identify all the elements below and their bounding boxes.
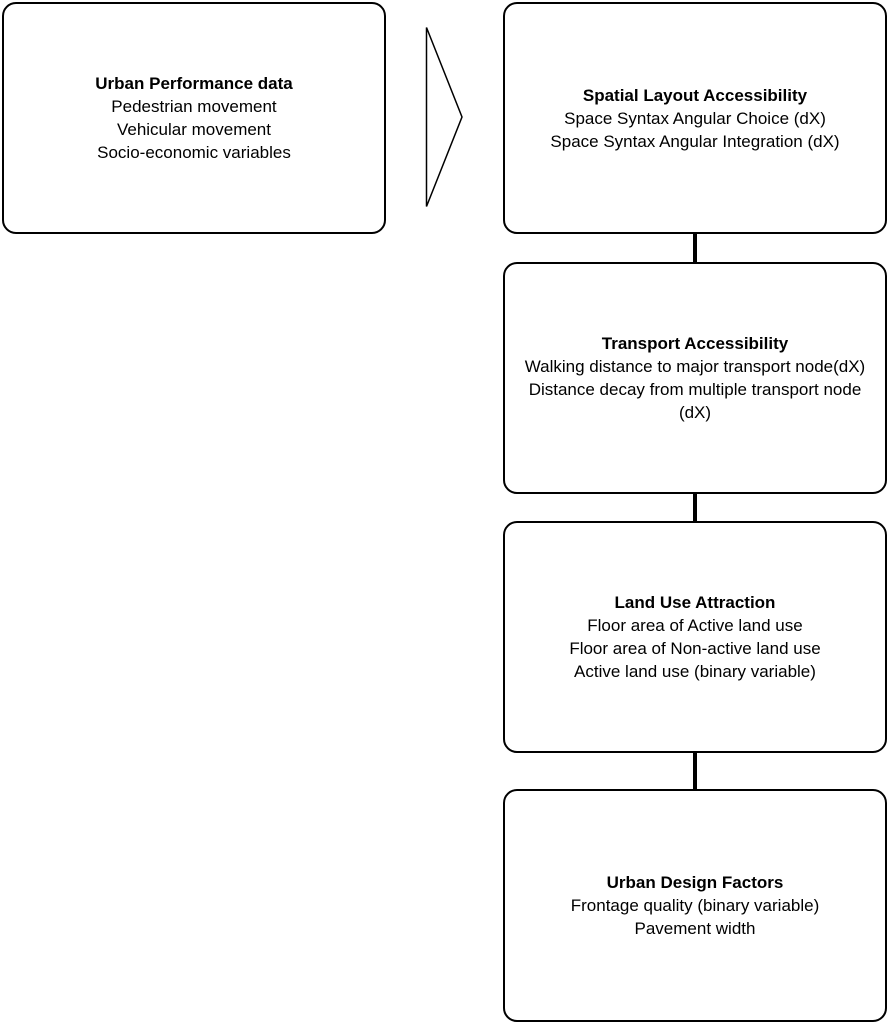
land-use-box	[503, 521, 887, 753]
spatial-layout-title: Spatial Layout Accessibility	[582, 85, 808, 105]
land-use-title: Land Use Attraction	[614, 593, 776, 612]
urban-design-box	[503, 789, 887, 1022]
urban-performance-item: Vehicular movement	[116, 120, 271, 139]
spatial-layout-item: Space Syntax Angular Choice (dX)	[564, 108, 826, 128]
urban-performance-box	[2, 2, 386, 234]
transport-item: Distance decay from multiple transport node (dX)	[528, 380, 862, 422]
urban-design-title: Urban Design Factors	[606, 873, 784, 892]
urban-design-item: Frontage quality (binary variable)	[570, 896, 820, 915]
transport-title: Transport Accessibility	[601, 334, 789, 353]
arrow-right-icon	[425, 26, 465, 208]
urban-performance-item: Socio-economic variables	[97, 143, 291, 162]
connector-line	[693, 234, 697, 262]
spatial-layout-item: Space Syntax Angular Integration (dX)	[550, 131, 840, 151]
spatial-layout-box	[503, 2, 887, 234]
urban-design-item: Pavement width	[634, 919, 756, 938]
land-use-item: Floor area of Active land use	[587, 616, 803, 635]
connector-line	[693, 753, 697, 789]
connector-line	[693, 494, 697, 521]
urban-performance-item: Pedestrian movement	[111, 97, 277, 116]
transport-item: Walking distance to major transport node(dX)	[524, 357, 866, 376]
land-use-item: Active land use (binary variable)	[574, 662, 816, 681]
land-use-item: Floor area of Non-active land use	[569, 639, 821, 658]
transport-accessibility-box	[503, 262, 887, 494]
urban-performance-title: Urban Performance data	[95, 74, 293, 93]
